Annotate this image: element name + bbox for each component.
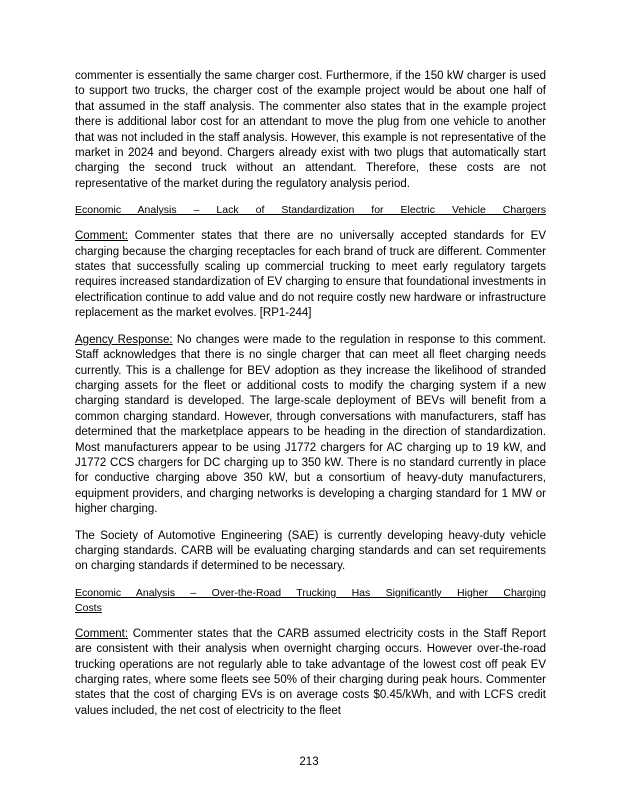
intro-paragraph: commenter is essentially the same charger cost. Furthermore, if the 150 kW charger is used to support two trucks, the charger cost of the example project would be about one half of that assumed in the staff analysis. The commenter also states that in the example project there is additional labor cost for an attendant to move the plug from one vehicle to another that was not included in the staff analysis. However, this example is not representative of the market in 2024 and beyond. Chargers already exist with two plugs that automatically start charging the second truck without an attendant. Therefore, these costs are not representative of the market during the regulatory analysis period. [75,70,546,190]
comment-paragraph-standardization [75,229,546,321]
agency-response-text: No changes were made to the regulation in response to this comment. Staff acknowledges that there is no single charger that can meet all fleet charging needs currently. This is a challenge for BEV adoption as they increase the likelihood of stranded charging assets for the fleet or additional costs to modify the charging system if a new charging standard is developed. The large-scale deployment of BEVs will benefit from a common charging standard. However, through conversations with manufacturers, staff has determined that the marketplace appears to be heading in the direction of standardization. Most manufacturers appear to be using J1772 chargers for AC charging up to 19 kW, and J1772 CCS chargers for DC charging up to 350 kW. There is no standard currently in place for conductive charging above 350 kW, but a consortium of heavy-duty manufacturers, equipment providers, and charging networks is developing a charging standard for 1 MW or higher charging. [75,333,546,516]
sae-followup-paragraph: The Society of Automotive Engineering (SAE) is currently developing heavy-duty vehicle charging standards. CARB will be evaluating charging standards and can set requirements on charging standards if determined to be necessary. [75,529,546,573]
section-heading-charging-costs-line2-text: Costs [75,601,102,614]
section-heading-charging-costs-line1: Economic Analysis – Over-the-Road Trucking Has Significantly Higher Charging [75,586,546,599]
section-heading-charging-costs [75,586,546,616]
comment-text: Commenter states that there are no universally accepted standards for EV charging because the charging receptacles for each brand of truck are different. Commenter states that successfully scaling up commercial trucking to meet early regulatory targets requires increased standardization of EV charging to ensure that foundational investments in electrification continue to add value and do not require costly new hardware or infrastructure replacement as the market evolves. [RP1-244] [75,230,546,320]
section-heading-charging-costs-line2 [75,601,546,616]
agency-response-paragraph-standardization [75,333,546,518]
section-heading-standardization: Economic Analysis – Lack of Standardization for Electric Vehicle Chargers [75,204,546,217]
comment-label-2: Comment: [75,627,129,640]
comment-label: Comment: [75,230,129,243]
page-content [75,69,546,730]
comment-paragraph-charging-costs [75,627,546,719]
comment-text-2: Commenter states that the CARB assumed electricity costs in the Staff Report are consistent with their analysis when overnight charging occurs. However over-the-road trucking operations are not regularly able to take advantage of the lowest cost off peak EV charging rates, where some fleets see 50% of their charging during peak hours. Commenter states that the cost of charging EVs is on average costs $0.45/kWh, and with LCFS credit values included, the net cost of electricity to the fleet [75,627,546,717]
agency-response-label: Agency Response: [75,333,173,346]
page-number: 213 [299,756,319,768]
